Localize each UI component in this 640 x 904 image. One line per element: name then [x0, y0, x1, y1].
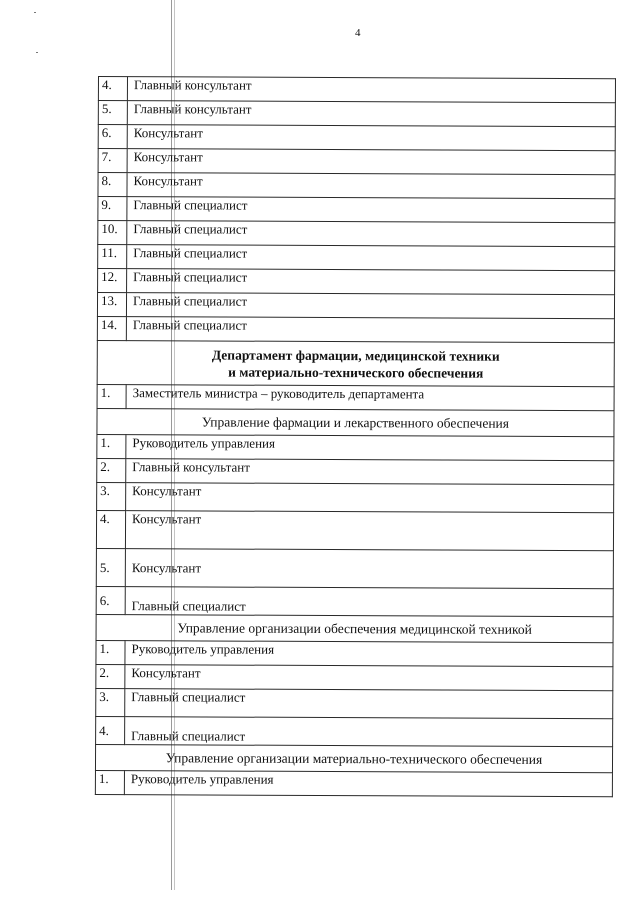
position-title: Главный специалист [125, 587, 613, 617]
table-row [96, 586, 613, 616]
table-row [95, 770, 612, 796]
position-title: Консультант [127, 125, 615, 151]
position-title: Главный специалист [127, 245, 615, 271]
row-number: 6. [96, 586, 125, 614]
section-heading-material: Управление организации материально-технического обеспечения [95, 744, 612, 772]
position-title: Руководитель управления [126, 435, 614, 461]
scan-speck [36, 52, 38, 53]
position-title: Главный специалист [127, 221, 615, 247]
position-title: Главный специалист [126, 317, 614, 343]
row-number: 5. [98, 101, 127, 125]
position-title: Главный специалист [125, 717, 613, 747]
section-heading-row [95, 744, 612, 772]
table-row [98, 245, 615, 271]
row-number: 2. [97, 458, 126, 482]
department-heading [97, 340, 614, 386]
table-row [97, 293, 614, 319]
row-number: 1. [97, 384, 126, 408]
row-number: 13. [97, 293, 126, 317]
row-number: 4. [96, 716, 125, 744]
row-number: 12. [98, 269, 127, 293]
position-title: Главный консультант [127, 77, 615, 103]
row-number: 1. [97, 434, 126, 458]
table-row [98, 77, 615, 103]
department-title-line-2: и материально-технического обеспечения [228, 364, 484, 381]
row-number: 14. [97, 316, 126, 340]
position-title: Консультант [127, 173, 615, 199]
row-number: 2. [96, 664, 125, 688]
row-number: 7. [98, 149, 127, 173]
table-row [98, 101, 615, 127]
position-title: Консультант [125, 665, 613, 691]
section-heading-row [96, 614, 613, 642]
row-number: 5. [96, 548, 125, 586]
page-number: 4 [355, 27, 361, 39]
row-number: 3. [97, 482, 126, 510]
row-number: 6. [98, 125, 127, 149]
table-row [98, 221, 615, 247]
row-number: 3. [96, 688, 125, 716]
staff-positions-table [95, 76, 616, 797]
section-heading-row [97, 408, 614, 436]
position-title: Главный консультант [126, 459, 614, 485]
row-number: 4. [98, 77, 127, 101]
table-row [97, 384, 614, 410]
table-row [97, 316, 614, 342]
row-number: 1. [95, 770, 124, 794]
table-row [98, 173, 615, 199]
table-row [98, 125, 615, 151]
table-row [98, 269, 615, 295]
position-title: Руководитель управления [125, 641, 613, 667]
department-title-line-1: Департамент фармации, медицинской техники [211, 347, 500, 364]
row-number: 4. [96, 510, 125, 548]
position-title: Главный специалист [127, 197, 615, 223]
row-number: 11. [98, 245, 127, 269]
table-row [98, 197, 615, 223]
table-row [96, 510, 613, 550]
table-row [96, 716, 613, 746]
position-title: Главный консультант [127, 101, 615, 127]
position-title: Главный специалист [127, 269, 615, 295]
position-title: Консультант [127, 149, 615, 175]
position-title: Заместитель министра – руководитель департамента [126, 385, 614, 411]
row-number: 8. [98, 173, 127, 197]
table-row [98, 149, 615, 175]
position-title: Главный специалист [125, 689, 613, 719]
row-number: 10. [98, 221, 127, 245]
row-number: 1. [96, 640, 125, 664]
section-heading-medtech: Управление организации обеспечения медицинской техникой [96, 614, 613, 642]
table-row [96, 688, 613, 718]
department-heading-row [97, 340, 614, 386]
table-row [96, 640, 613, 666]
table-row [96, 548, 613, 588]
table-row [97, 434, 614, 460]
position-title: Главный специалист [126, 293, 614, 319]
section-heading-pharmacy: Управление фармации и лекарственного обеспечения [97, 408, 614, 436]
position-title: Консультант [125, 549, 613, 589]
table-row [97, 458, 614, 484]
position-title: Консультант [125, 511, 613, 551]
scan-speck [34, 12, 36, 13]
position-title: Руководитель управления [124, 771, 612, 797]
table-row [96, 664, 613, 690]
table-row [97, 482, 614, 512]
position-title: Консультант [126, 483, 614, 513]
row-number: 9. [98, 197, 127, 221]
